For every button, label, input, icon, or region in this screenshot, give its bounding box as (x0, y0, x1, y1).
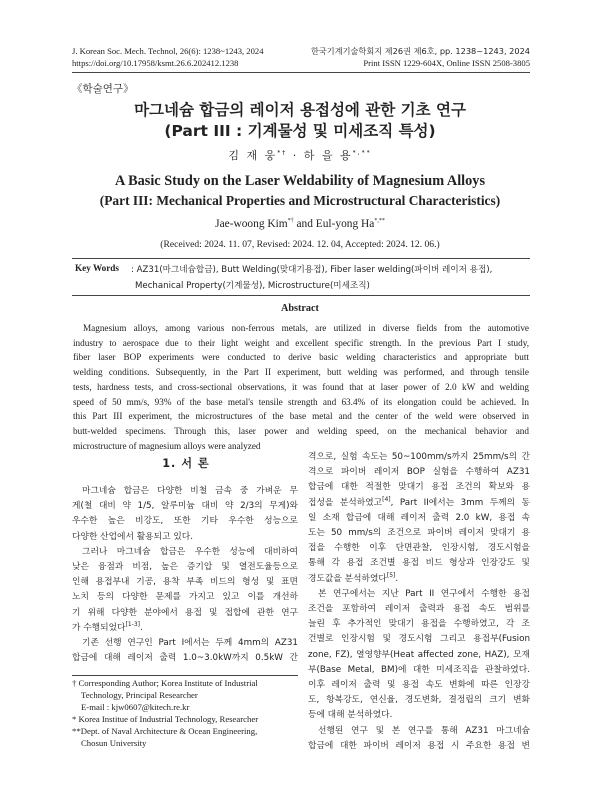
abstract-line: tests, hardness tests, and cross-sectional observations, it was found that at laser power of 2.0 kW and welding (73, 381, 529, 392)
author-kim-en: Jae-woong Kim (215, 218, 288, 230)
paragraph-line: 기 위해 다양한 분야에서 용접 및 접합에 관한 연구 (72, 607, 298, 618)
footnote-corresponding-author: † Corresponding Author; Korea Institute of Industrial (72, 678, 258, 688)
paragraph-line: 본 연구에서는 지난 Part II 연구에서 수행한 용접 (318, 588, 530, 599)
paragraph-line: 노치 등의 다양한 문제를 가지고 있고 이를 개선하 (72, 592, 298, 603)
paragraph-line: 격으로, 실험 속도는 50~100mm/s까지 25mm/s의 간 (308, 452, 530, 462)
paragraph-line: 도, 항복강도, 연신율, 경도변화, 결정립의 크기 변화 (308, 695, 530, 706)
doi-link[interactable]: https://doi.org/10.17958/ksmt.26.6.202412.1238 (72, 58, 239, 68)
abstract-line: microstructure of magnesium alloys were analyzed (73, 440, 261, 451)
paragraph-line: zone, FZ), 열영향부(Heat affected zone, HAZ), 모재 (308, 649, 530, 660)
abstract-heading: Abstract (281, 303, 319, 314)
issn-info: Print ISSN 1229-604X, Online ISSN 2508-3805 (363, 58, 530, 68)
paragraph-line: 다양한 산업에서 활용되고 있다. (72, 531, 194, 542)
author-kim-en-affil: *† (287, 218, 294, 225)
paragraph-line: 이후 레이저 출력 및 용접 속도 변화에 따른 인장강 (308, 680, 530, 691)
authors-english (0, 218, 600, 230)
article-category: 《학술연구》 (72, 83, 134, 95)
author-ha-kr-affil: *,** (352, 149, 372, 157)
paragraph-line: 기존 선행 연구인 Part I에서는 두께 4mm의 AZ31 (82, 638, 298, 649)
paragraph-line: 조건을 포함하여 레이저 출력과 용접 속도 범위를 (308, 604, 530, 615)
paragraph-line: 선행된 연구 및 본 연구를 통해 AZ31 마그네슘 (318, 725, 530, 736)
keywords-bottom-rule (72, 295, 530, 296)
paragraph-line: 합금에 대해 레이저 출력 1.0~3.0kW까지 0.5kW 간 (72, 653, 298, 664)
author-ha-en: Eul-yong Ha (315, 218, 375, 230)
footnote-rule (72, 675, 298, 676)
footnote-affiliation-2: **Dept. of Naval Architecture & Ocean Engineering, (72, 725, 258, 736)
abstract-line: butt-welded specimens. Through this, laser power and welding speed, on the mechanical behavior and (73, 425, 529, 436)
footnotes (72, 678, 300, 749)
author-ha-en-affil: *,** (374, 218, 385, 225)
intro-right-column (308, 450, 530, 754)
paragraph-line: 통해 각 용접 조건별 용접 비드 형상과 인장강도 및 (308, 558, 530, 569)
paragraph-line: 그러나 마그네슘 합금은 우수한 성능에 대비하여 (82, 546, 298, 557)
paragraph-line: 가 수행되었다[1-3]. (72, 620, 143, 633)
abstract-line: welding conditions. Subsequently, in the Part II experiment, butt welding was performed, and through tensile (73, 367, 529, 378)
title-english-line1: A Basic Study on the Laser Weldability of Magnesium Alloys (114, 173, 486, 189)
author-ha-kr: 하 을 용 (303, 149, 353, 162)
paragraph-line: 늘린 후 추가적인 맞대기 용접을 수행하였고, 각 조 (308, 619, 530, 630)
paragraph-line: 합금에 대한 파이버 레이저 용접 시 주요한 용접 변 (308, 740, 530, 751)
keywords-line2: Mechanical Property(기계물성), Microstructure(미세조직) (135, 281, 370, 291)
paragraph-line: 일 소재 합금에 대해 레이저 출력 2.0 kW, 용접 속 (308, 512, 530, 523)
paragraph-line: 게(철 대비 약 1/5, 알루미늄 대비 약 2/3의 무게)와 (72, 501, 298, 512)
author-kim-kr-affil: *† (277, 149, 288, 157)
paragraph-line: 격으로 파이버 레이저 BOP 실험을 수행하여 AZ31 (308, 467, 530, 478)
keywords-label: Key Words (75, 263, 119, 273)
title-english-line2: (Part III: Mechanical Properties and Microstructural Characteristics) (99, 193, 501, 208)
author-kim-kr: 김 재 웅 (228, 149, 278, 162)
header-rule (72, 72, 530, 73)
paragraph-line: 부(Base Metal, BM)에 대한 미세조직을 관찰하였다. (308, 664, 530, 675)
abstract-line: speed of 50 mm/s, 93% of the base metal's tensile strength and 63.4% of its elongation could be achieved. In (73, 396, 529, 407)
title-korean-line2: (Part III : 기계물성 및 미세조직 특성) (164, 122, 436, 140)
keywords-line1: : AZ31(마그네슘합금), Butt Welding(맞대기용접), Fiber laser welding(파이버 레이저 용접), (131, 265, 493, 275)
author-conjunction: and (293, 218, 316, 230)
section-heading-introduction: 1. 서 론 (162, 457, 210, 470)
journal-citation: J. Korean Soc. Mech. Technol, 26(6): 1238~1243, 2024 (72, 46, 264, 56)
submission-dates: (Received: 2024. 11. 07, Revised: 2024. 12. 04, Accepted: 2024. 12. 06.) (160, 239, 440, 250)
intro-left-column (72, 484, 298, 666)
paragraph-line: 우수한 높은 비강도, 또한 기타 우수한 성능으로 (72, 516, 298, 527)
paragraph-line: 도는 50 mm/s의 조건으로 파이버 레이저 맞대기 용 (308, 528, 530, 539)
abstract-line: industry to aerospace due to their light weight and excellent specific strength. In the previous Part I study, (73, 337, 529, 348)
journal-citation-kr: 한국기계기술학회지 제26권 제6호, pp. 1238~1243, 2024 (310, 46, 530, 56)
footnote-email[interactable]: E-mail : kjw0607@kitech.re.kr (81, 701, 190, 712)
paragraph-line: 접성을 분석하였고[4], Part II에서는 3mm 두께의 동 (308, 495, 530, 508)
paragraph-line: 접을 수행한 이후 단면관찰, 인장시험, 경도시험을 (308, 543, 530, 554)
abstract-line: fiber laser BOP experiments were conducted to derive basic welding characteristics and appropriate butt (73, 352, 529, 363)
author-separator: · (287, 149, 304, 162)
footnote-position: Technology, Principal Researcher (81, 689, 198, 700)
paragraph-line: 건별로 인장시험 및 경도시험 그리고 용접부(Fusion (308, 634, 530, 645)
abstract-body (73, 321, 529, 453)
paragraph-line: 등에 대해 분석하였다. (308, 710, 393, 721)
paragraph-line: 인해 용접부내 기공, 용착 부족 비드의 형성 및 표면 (72, 577, 298, 588)
paragraph-line: 마그네슘 합금은 다양한 비철 금속 중 가벼운 무 (82, 486, 298, 496)
abstract-line: Magnesium alloys, among various non-ferrous metals, are utilized in diverse fields from the automotive (83, 323, 529, 333)
paragraph-line: 경도값을 분석하였다[5]. (308, 571, 399, 584)
title-korean-line1: 마그네슘 합금의 레이저 용접성에 관한 기초 연구 (134, 101, 466, 119)
keywords-top-rule (72, 258, 530, 259)
paragraph-line: 합금에 대한 적절한 맞대기 용접 조건의 확보와 용 (308, 482, 530, 493)
footnote-affiliation-1: * Korea Institue of Industrial Technology, Researcher (72, 713, 259, 724)
footnote-affiliation-2-cont: Chosun University (81, 737, 147, 748)
paragraph-line: 낮은 융점과 비점, 높은 증기압 및 열전도율등으로 (72, 562, 298, 573)
abstract-line: this Part III experiment, the microstructures of the base metal and the center of the weld were observed in (73, 411, 529, 422)
authors-korean (0, 147, 600, 163)
